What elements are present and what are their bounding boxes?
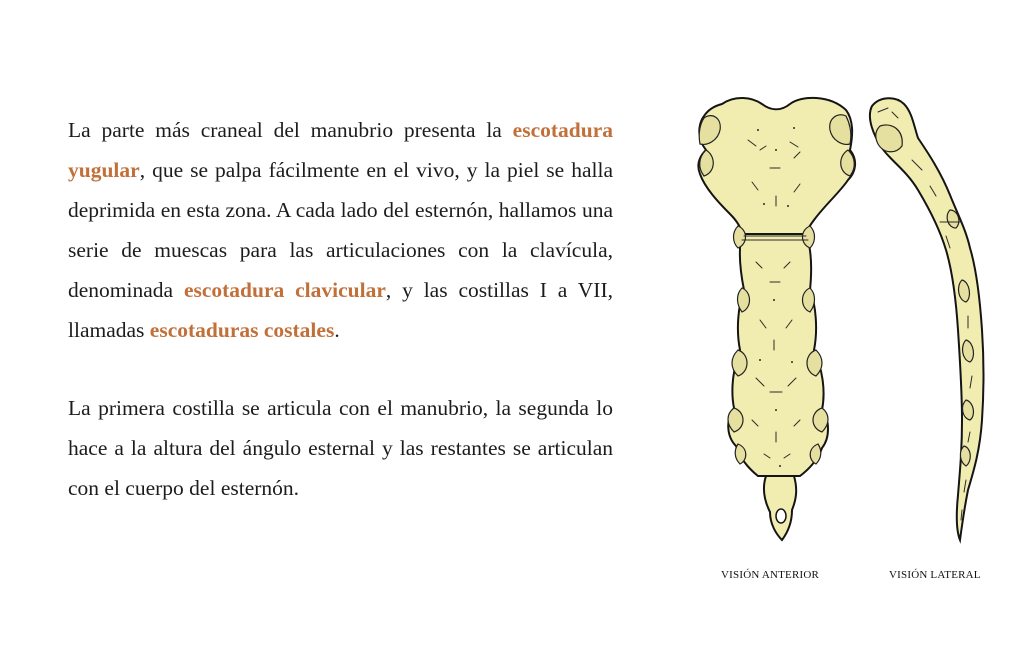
manubrium xyxy=(698,98,855,236)
xiphoid-process xyxy=(764,476,796,540)
term-escotadura-yugular: escotadura yugular xyxy=(68,118,613,182)
paragraph-2 xyxy=(68,388,613,508)
caption-lateral-view: VISIÓN LATERAL xyxy=(889,569,981,581)
text-segment: La parte más craneal del manubrio presenta la xyxy=(68,118,513,142)
text-segment: . xyxy=(334,318,340,342)
sternum-anterior-view xyxy=(698,98,855,540)
paragraph-1 xyxy=(68,110,613,350)
text-segment: La primera costilla se articula con el manubrio, la segunda lo hace a la altura del ángulo esternal y las restantes se articulan con el cuerpo del esternón. xyxy=(68,396,613,500)
sternum-illustration xyxy=(680,86,1010,556)
term-escotadura-clavicular: escotadura clavicular xyxy=(183,278,386,302)
xiphoid-foramen xyxy=(776,509,786,523)
term-escotaduras-costales: escotaduras costales xyxy=(149,318,335,342)
caption-anterior-view: VISIÓN ANTERIOR xyxy=(721,569,820,581)
text-segment: , y las costillas I a VII, llamadas xyxy=(68,278,614,342)
text-column xyxy=(68,110,613,508)
sternum-lateral-profile xyxy=(870,98,984,540)
sternum-lateral-view xyxy=(870,98,984,540)
text-segment: , que se palpa fácilmente en el vivo, y la piel se halla deprimida en esta zona. A cada lado del esternón, hallamos una serie de muescas para las articulaciones con la clavícula, denominada xyxy=(68,158,613,302)
